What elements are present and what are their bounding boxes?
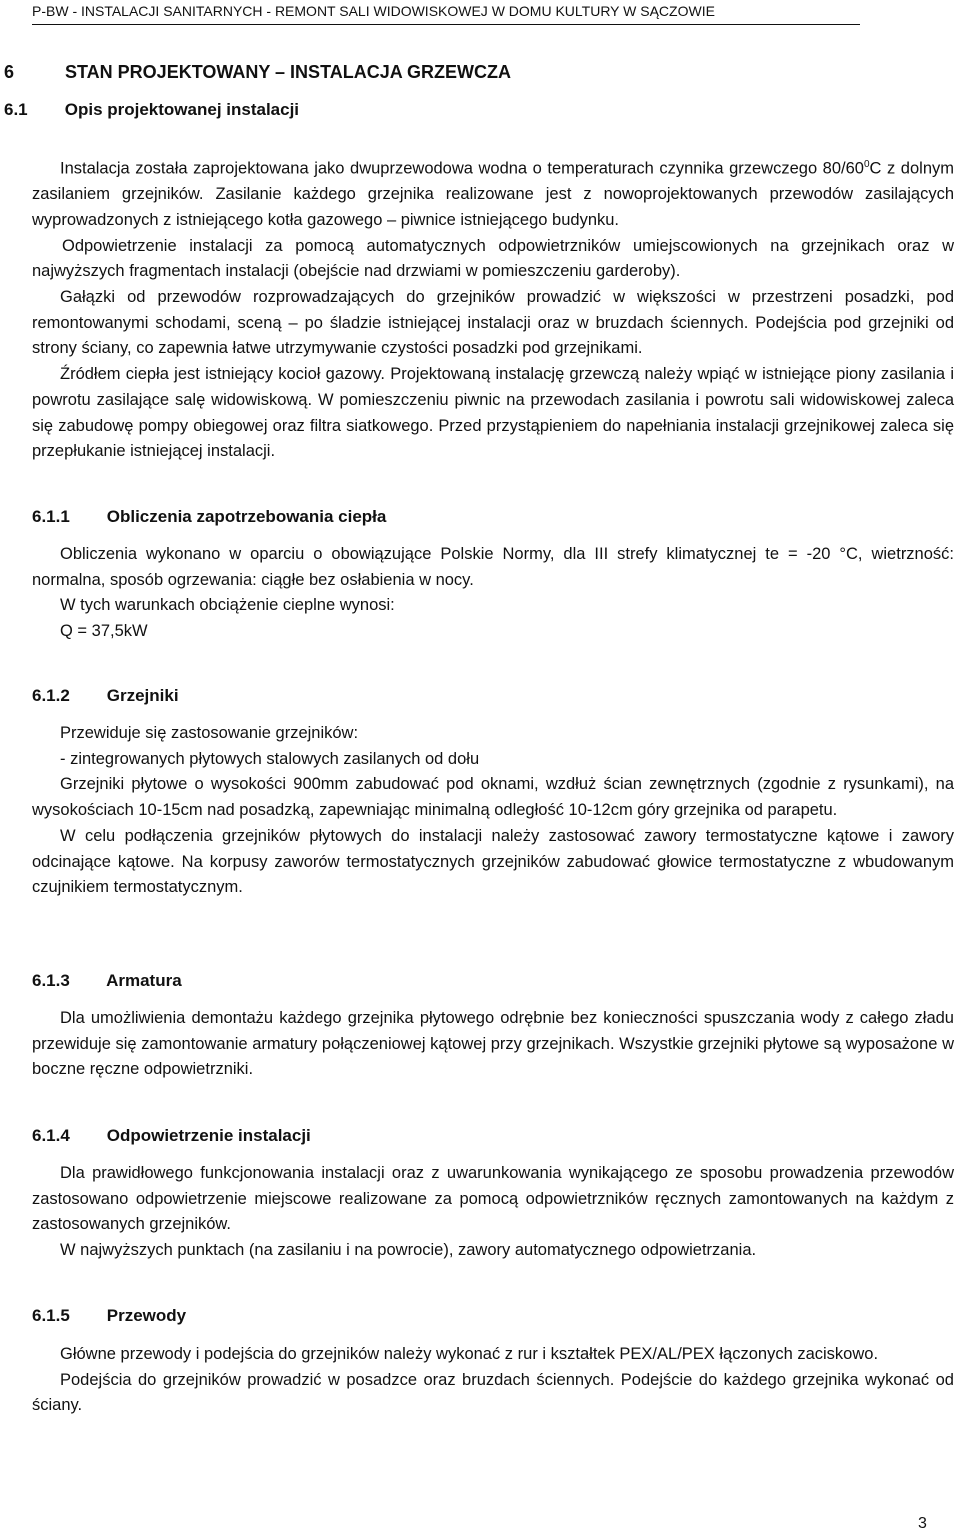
intro-paragraph-4: Źródłem ciepła jest istniejący kocioł gazowy. Projektowaną instalację grzewczą należy wpiąć w istniejące piony zasilania i powrotu zasilające salę widowiskową. W pomieszczeniu piwnic na przewodach zasilania i powrotu sali widowiskowej zaleca się zabudowę pompy obiegowej oraz filtra siatkowego. Przed przystąpieniem do napełniania instalacji grzejnikowej zaleca się przepłukanie istniejącej instalacji.	[32, 365, 954, 461]
subsection-title: Opis projektowanej instalacji	[64, 100, 300, 119]
page-header: P-BW - INSTALACJI SANITARNYCH - REMONT SALI WIDOWISKOWEJ W DOMU KULTURY W SĄCZOWIE	[32, 2, 860, 25]
subsection-heading	[4, 98, 299, 122]
text-6-1-3	[32, 1006, 954, 1083]
section-title: STAN PROJEKTOWANY – INSTALACJA GRZEWCZA	[65, 62, 512, 82]
intro-paragraph-1: Instalacja została zaprojektowana jako dwuprzewodowa wodna o temperaturach czynnika grzewczego $80/60^0C$ z dolnym zasilaniem grzejników. Zasilanie każdego grzejnika realizowane jest z nowoprojektowanych przewodów zasilających wyprowadzonych z istniejącego kotła gazowego – piwnice istniejącego budynku.	[32, 159, 954, 229]
paragraph: - zintegrowanych płytowych stalowych zasilanych od dołu	[60, 749, 480, 768]
heading-number: 6.1.1	[32, 507, 70, 526]
heading-6-1-1	[32, 505, 386, 529]
intro-text	[32, 152, 954, 465]
paragraph: Podejścia do grzejników prowadzić w posadzce oraz bruzdach ściennych. Podejście do każdego grzejnika wykonać od ściany.	[32, 1370, 954, 1415]
intro-paragraph-2: Odpowietrzenie instalacji za pomocą automatycznych odpowietrzników umiejscowionych na grzejnikach oraz w najwyższych fragmentach instalacji (obejście nad drzwiami w pomieszczeniu garderoby).	[32, 236, 954, 281]
heading-number: 6.1.2	[32, 686, 70, 705]
page-number: 3	[918, 1515, 927, 1532]
heading-number: 6.1.4	[32, 1126, 70, 1145]
paragraph: Dla prawidłowego funkcjonowania instalacji oraz z uwarunkowania wynikającego ze sposobu prowadzenia przewodów zastosowano odpowietrzenie miejscowe realizowane za pomocą odpowietrzników ręcznych zamontowanych na każdym z zastosowanych grzejników.	[32, 1164, 954, 1234]
paragraph: Główne przewody i podejścia do grzejników należy wykonać z rur i kształtek PEX/AL/PEX łączonych zaciskowo.	[60, 1345, 879, 1363]
heading-title: Odpowietrzenie instalacji	[106, 1126, 311, 1145]
paragraph: Grzejniki płytowe o wysokości 900mm zabudować pod oknami, wzdłuż ścian zewnętrznych (zgodnie z rysunkami), na wysokościach 10-15cm nad posadzką, zapewniając minimalną odległość 10-12cm góry grzejnika od parapetu.	[32, 775, 954, 820]
heading-title: Obliczenia zapotrzebowania ciepła	[106, 507, 387, 526]
heading-number: 6.1.5	[32, 1306, 70, 1325]
text-6-1-1	[32, 542, 954, 645]
paragraph: Q = 37,5kW	[60, 622, 148, 641]
heading-number: 6.1.3	[32, 971, 70, 990]
heading-title: Grzejniki	[106, 686, 179, 705]
intro-paragraph-3: Gałązki od przewodów rozprowadzających do grzejników prowadzić w większości w przestrzeni posadzki, pod remontowanymi schodami, sceną – po śladzie istniejącej instalacji oraz w bruzdach ściennych. Podejścia pod grzejniki od strony ściany, co zapewnia łatwe utrzymywanie czystości posadzki pod grzejnikami.	[32, 288, 954, 358]
paragraph: Dla umożliwienia demontażu każdego grzejnika płytowego odrębnie bez konieczności spuszczania wody z całego zładu przewiduje się zamontowanie armatury połączeniowej kątowej przy grzejnikach. Wszystkie grzejniki płytowe są wyposażone w boczne ręczne odpowietrzniki.	[32, 1009, 954, 1079]
paragraph: W najwyższych punktach (na zasilaniu i na powrocie), zawory automatycznego odpowietrzania.	[60, 1241, 757, 1260]
heading-6-1-2	[32, 684, 179, 708]
section-number: 6	[4, 62, 15, 82]
heading-title: Przewody	[106, 1306, 187, 1325]
text-6-1-4	[32, 1161, 954, 1264]
paragraph: Obliczenia wykonano w oparciu o obowiązujące Polskie Normy, dla III strefy klimatycznej te = -20 °C, wietrzność: normalna, sposób ogrzewania: ciągłe bez osłabienia w nocy.	[32, 545, 954, 589]
paragraph: W tych warunkach obciążenie cieplne wynosi:	[60, 596, 395, 615]
heading-6-1-5	[32, 1304, 186, 1328]
text-6-1-2	[32, 721, 954, 901]
heading-6-1-3	[32, 969, 182, 993]
text-6-1-5	[32, 1342, 954, 1419]
paragraph: Przewiduje się zastosowanie grzejników:	[60, 724, 359, 742]
heading-6-1-4	[32, 1124, 311, 1148]
paragraph: W celu podłączenia grzejników płytowych do instalacji należy zastosować zawory termostatyczne kątowe i zawory odcinające kątowe. Na korpusy zaworów termostatycznych grzejników zabudować głowice termostatyczne z wbudowanym czujnikiem termostatycznym.	[32, 826, 954, 897]
subsection-number: 6.1	[4, 100, 28, 119]
heading-title: Armatura	[106, 971, 182, 990]
section-heading	[4, 60, 511, 84]
